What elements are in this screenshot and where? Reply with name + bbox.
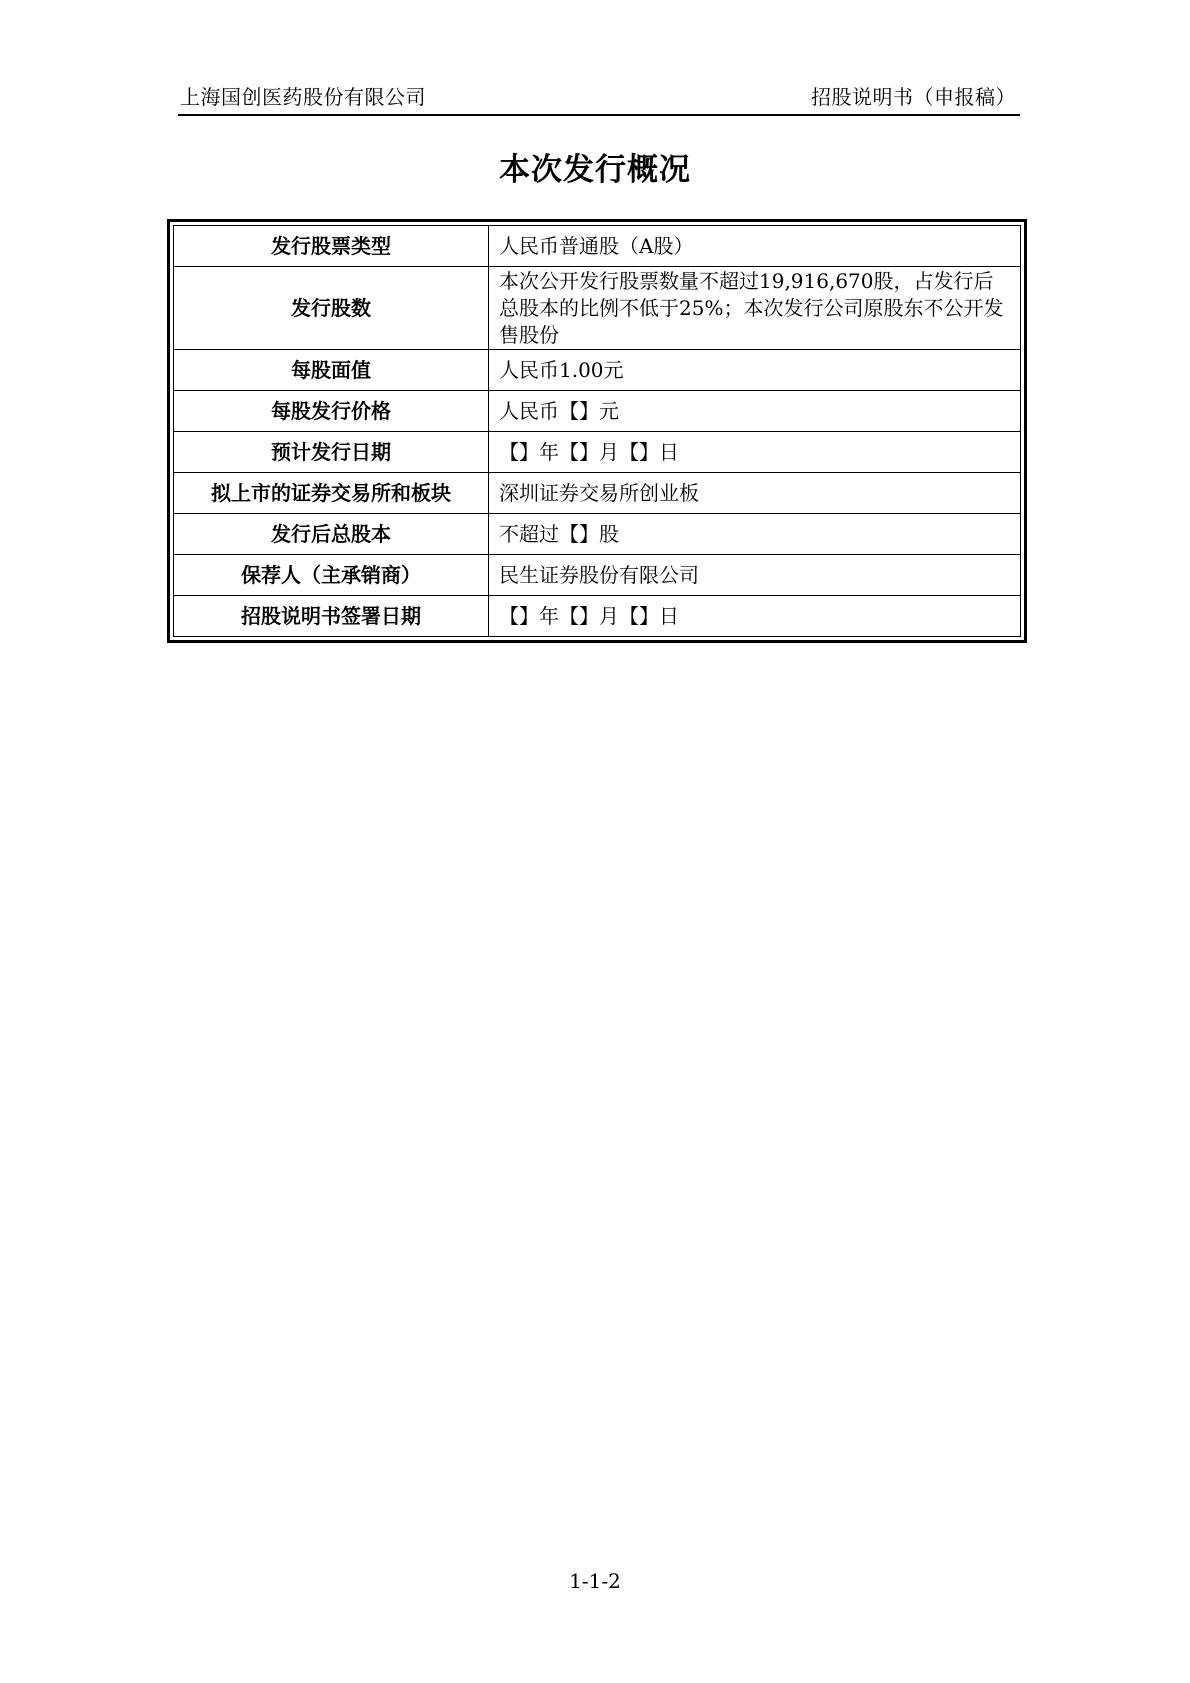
table-row: [174, 596, 1021, 637]
page-header: [178, 82, 1020, 116]
table-row: [174, 432, 1021, 473]
row-value: 人民币【】元: [489, 391, 1021, 432]
page-title: 本次发行概况: [499, 152, 691, 188]
row-value: 【】年【】月【】日: [489, 596, 1021, 637]
table-row: [174, 555, 1021, 596]
table-row: [174, 350, 1021, 391]
table-row: [174, 267, 1021, 350]
page-number: 1-1-2: [569, 1569, 621, 1593]
row-label: 每股发行价格: [174, 391, 489, 432]
table-row: [174, 226, 1021, 267]
row-value: 【】年【】月【】日: [489, 432, 1021, 473]
row-value: 不超过【】股: [489, 514, 1021, 555]
row-label: 发行股票类型: [174, 226, 489, 267]
row-label: 每股面值: [174, 350, 489, 391]
table-row: [174, 391, 1021, 432]
row-value: 人民币普通股（A股）: [489, 226, 1021, 267]
row-value: 人民币1.00元: [489, 350, 1021, 391]
row-label: 预计发行日期: [174, 432, 489, 473]
row-label: 拟上市的证券交易所和板块: [174, 473, 489, 514]
row-value: 民生证券股份有限公司: [489, 555, 1021, 596]
row-value: 深圳证券交易所创业板: [489, 473, 1021, 514]
table-row: [174, 514, 1021, 555]
row-label: 保荐人（主承销商）: [174, 555, 489, 596]
row-label: 招股说明书签署日期: [174, 596, 489, 637]
row-label: 发行股数: [174, 267, 489, 350]
table-row: [174, 473, 1021, 514]
company-name: 上海国创医药股份有限公司: [180, 85, 426, 109]
row-label: 发行后总股本: [174, 514, 489, 555]
document-type: 招股说明书（申报稿）: [811, 85, 1016, 109]
issuance-overview-table: [167, 219, 1027, 643]
row-value: 本次公开发行股票数量不超过19,916,670股，占发行后总股本的比例不低于25%；本次发行公司原股东不公开发售股份: [489, 267, 1021, 350]
